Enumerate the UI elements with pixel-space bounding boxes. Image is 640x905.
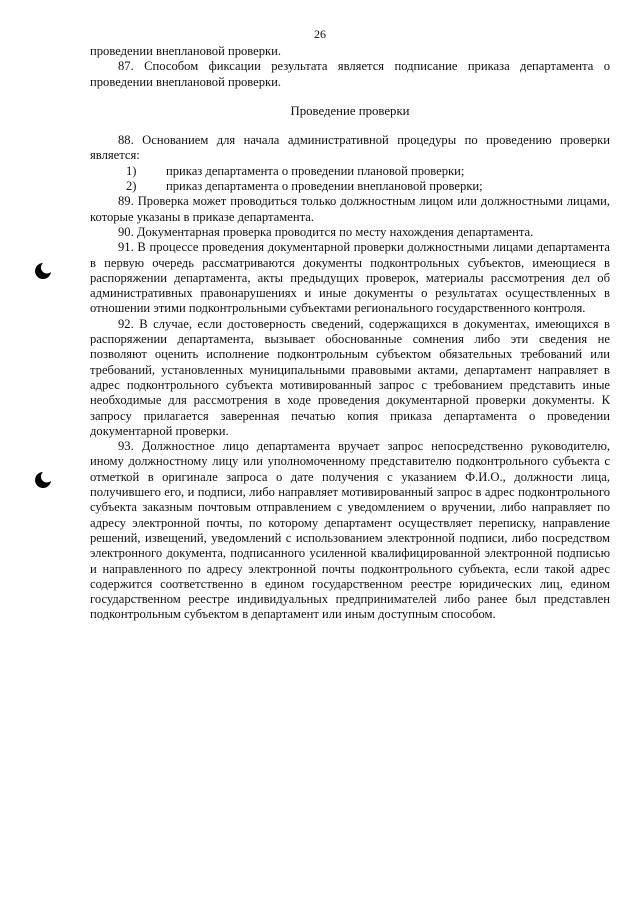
paragraph-93: 93. Должностное лицо департамента вручает запрос непосредственно руководителю, иному должностному лицу или уполномоченному представителю подконтрольного субъекта с отметкой в оригинале запроса о дате получения с указанием Ф.И.О., должности лица, получившего его, и подписи, либо направляет мотивированный запрос в адрес подконтрольного субъекта заказным почтовым отправлением с уведомлением о вручении, либо направляет по адресу электронной почты, по которому департамент осуществляет переписку, направление решений, извещений, уведомлений с использованием электронной подписи, либо посредством электронного документа, подписанного усиленной квалифицированной электронной подписью и направленного по адресу электронной почты подконтрольного субъекта, если такой адрес содержится соответственно в едином государственном реестре юридических лиц, едином государственном реестре индивидуальных предпринимателей либо ранее был представлен подконтрольным субъектом в департамент или иным доступным способом. <box>90 439 610 622</box>
document-body <box>90 44 610 623</box>
list-item-number: 1) <box>126 163 137 178</box>
paragraph-continuation: проведении внеплановой проверки. <box>90 44 282 58</box>
section-heading: Проведение проверки <box>290 103 410 118</box>
list-item-number: 2) <box>126 179 137 194</box>
list-item-text: приказ департамента о проведении внеплановой проверки; <box>166 179 483 194</box>
paragraph-92: 92. В случае, если достоверность сведений, содержащихся в документах, имеющихся в распоряжении департамента, вызывает обоснованные сомнения либо эти сведения не позволяют оценить исполнение подконтрольным субъектом обязательных требований или требований, установленных муниципальными правовыми актами, департамент направляет в адрес подконтрольного субъекта мотивированный запрос с требованием представить иные необходимые для рассмотрения в ходе проведения документарной проверки документы. К запросу прилагается заверенная печатью копия приказа департамента о проведении документарной проверки. <box>90 316 610 438</box>
paragraph-88: 88. Основанием для начала административной процедуры по проведению проверки является: <box>90 133 610 163</box>
paragraph-91: 91. В процессе проведения документарной проверки должностными лицами департамента в первую очередь рассматриваются документы подконтрольных субъектов, имеющиеся в распоряжении департамента, акты предыдущих проверок, материалы рассмотрения дел об административных правонарушениях и иные документы о результатах осуществленных в отношении этими подконтрольными субъектами регионального государственного контроля. <box>90 240 610 316</box>
punch-hole-mark-lower <box>34 471 52 489</box>
paragraph-87: 87. Способом фиксации результата является подписание приказа департамента о проведении внеплановой проверки. <box>90 59 610 89</box>
list-item <box>90 179 610 194</box>
list-item <box>90 164 610 179</box>
paragraph-89: 89. Проверка может проводиться только должностным лицом или должностными лицами, которые указаны в приказе департамента. <box>90 194 610 224</box>
page-number: 26 <box>314 27 326 41</box>
list-item-text: приказ департамента о проведении плановой проверки; <box>166 163 465 178</box>
paragraph-90: 90. Документарная проверка проводится по месту нахождения департамента. <box>118 224 534 239</box>
punch-hole-mark-upper <box>34 262 52 280</box>
